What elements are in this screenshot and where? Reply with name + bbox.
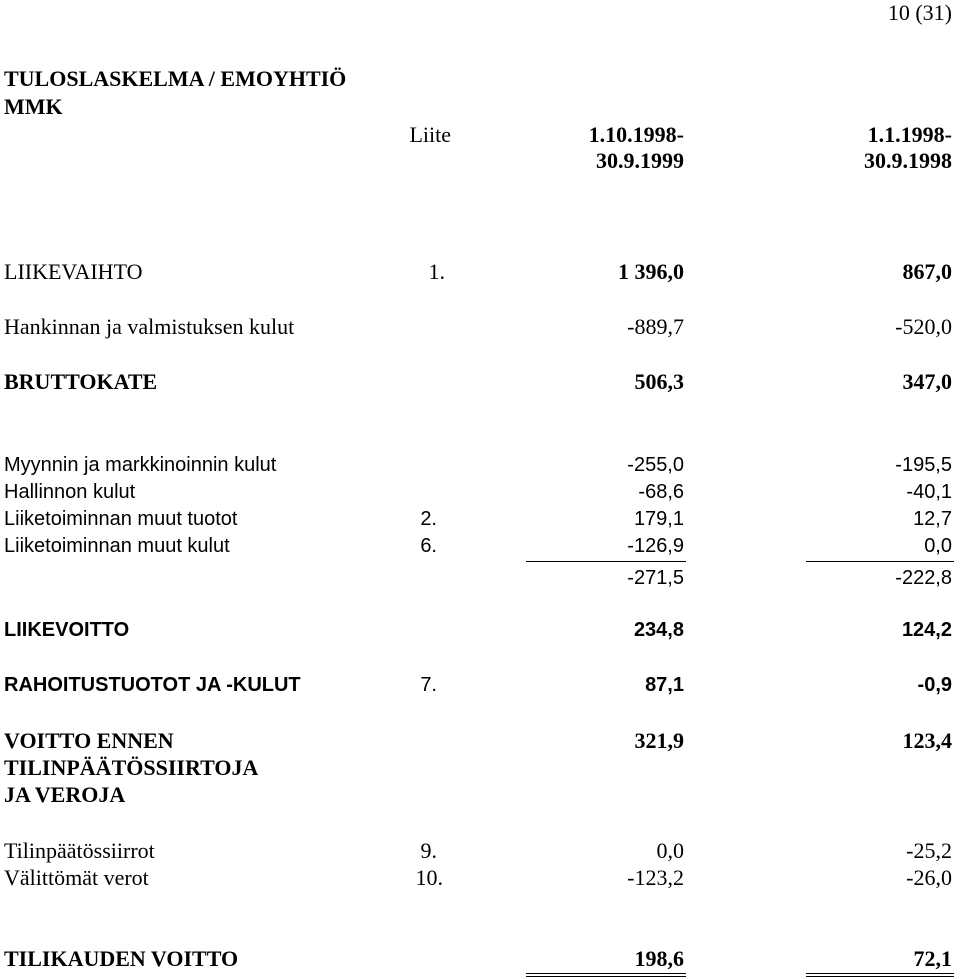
row-label-net-profit: TILIKAUDEN VOITTO (4, 946, 239, 971)
note-column-header: Liite (409, 122, 451, 147)
total-double-rule-previous (806, 973, 954, 977)
previous-period-header-start: 1.1.1998- (867, 122, 952, 147)
row-current-value: 179,1 (633, 508, 684, 530)
row-note: 9. (420, 838, 437, 863)
row-label-financial-items: RAHOITUSTUOTOT JA -KULUT (4, 674, 301, 696)
row-previous-value: -25,2 (906, 838, 952, 863)
currency-unit: MMK (4, 94, 63, 119)
row-previous-value: -195,5 (895, 454, 952, 476)
subtotal-rule-current (526, 561, 686, 562)
row-label-administration: Hallinnon kulut (4, 481, 136, 503)
subtotal-current-value: -271,5 (627, 567, 684, 589)
row-label-continued: TILINPÄÄTÖSSIIRTOJA (4, 755, 259, 780)
row-note: 7. (420, 674, 437, 696)
row-label-profit-before-appropriations: VOITTO ENNEN (4, 728, 174, 753)
row-previous-value: 124,2 (901, 619, 952, 641)
row-current-value: 321,9 (634, 728, 684, 753)
row-note: 2. (420, 508, 437, 530)
row-label-other-income: Liiketoiminnan muut tuotot (4, 508, 238, 530)
row-previous-value: 347,0 (902, 369, 952, 394)
previous-period-header-end: 30.9.1998 (864, 148, 952, 173)
row-label-direct-taxes: Välittömät verot (4, 865, 149, 890)
current-period-header-start: 1.10.1998- (588, 122, 684, 147)
row-previous-value: -520,0 (895, 314, 952, 339)
subtotal-previous-value: -222,8 (895, 567, 952, 589)
row-current-value: -255,0 (627, 454, 684, 476)
page-number: 10 (31) (887, 0, 952, 25)
subtotal-rule-previous (806, 561, 954, 562)
row-label-net-sales: LIIKEVAIHTO (4, 259, 143, 284)
row-previous-value: 0,0 (924, 535, 952, 557)
row-note: 6. (420, 535, 437, 557)
row-label-other-expenses: Liiketoiminnan muut kulut (4, 535, 230, 557)
row-label-gross-margin: BRUTTOKATE (4, 369, 158, 394)
row-previous-value: -0,9 (917, 674, 952, 696)
row-current-value: 1 396,0 (618, 259, 684, 284)
row-note: 1. (428, 259, 445, 284)
row-current-value: 0,0 (656, 838, 684, 863)
row-note: 10. (415, 865, 443, 890)
row-previous-value: 123,4 (902, 728, 952, 753)
row-previous-value: 867,0 (902, 259, 952, 284)
row-current-value: 87,1 (645, 674, 684, 696)
current-period-header-end: 30.9.1999 (596, 148, 684, 173)
row-current-value: 506,3 (634, 369, 684, 394)
row-label-operating-profit: LIIKEVOITTO (4, 619, 130, 641)
row-current-value: 198,6 (634, 946, 684, 971)
statement-title: TULOSLASKELMA / EMOYHTIÖ (4, 66, 347, 91)
row-current-value: -889,7 (627, 314, 684, 339)
row-previous-value: -40,1 (906, 481, 952, 503)
row-current-value: -126,9 (627, 535, 684, 557)
row-label-cost-of-sales: Hankinnan ja valmistuksen kulut (4, 314, 295, 339)
row-label-continued: JA VEROJA (4, 782, 126, 807)
row-label-appropriations: Tilinpäätössiirrot (4, 838, 155, 863)
row-previous-value: 72,1 (913, 946, 952, 971)
row-current-value: -123,2 (627, 865, 684, 890)
row-current-value: -68,6 (638, 481, 684, 503)
row-current-value: 234,8 (633, 619, 684, 641)
row-previous-value: -26,0 (906, 865, 952, 890)
row-label-sales-marketing: Myynnin ja markkinoinnin kulut (4, 454, 277, 476)
row-previous-value: 12,7 (913, 508, 952, 530)
total-double-rule-current (526, 973, 686, 977)
